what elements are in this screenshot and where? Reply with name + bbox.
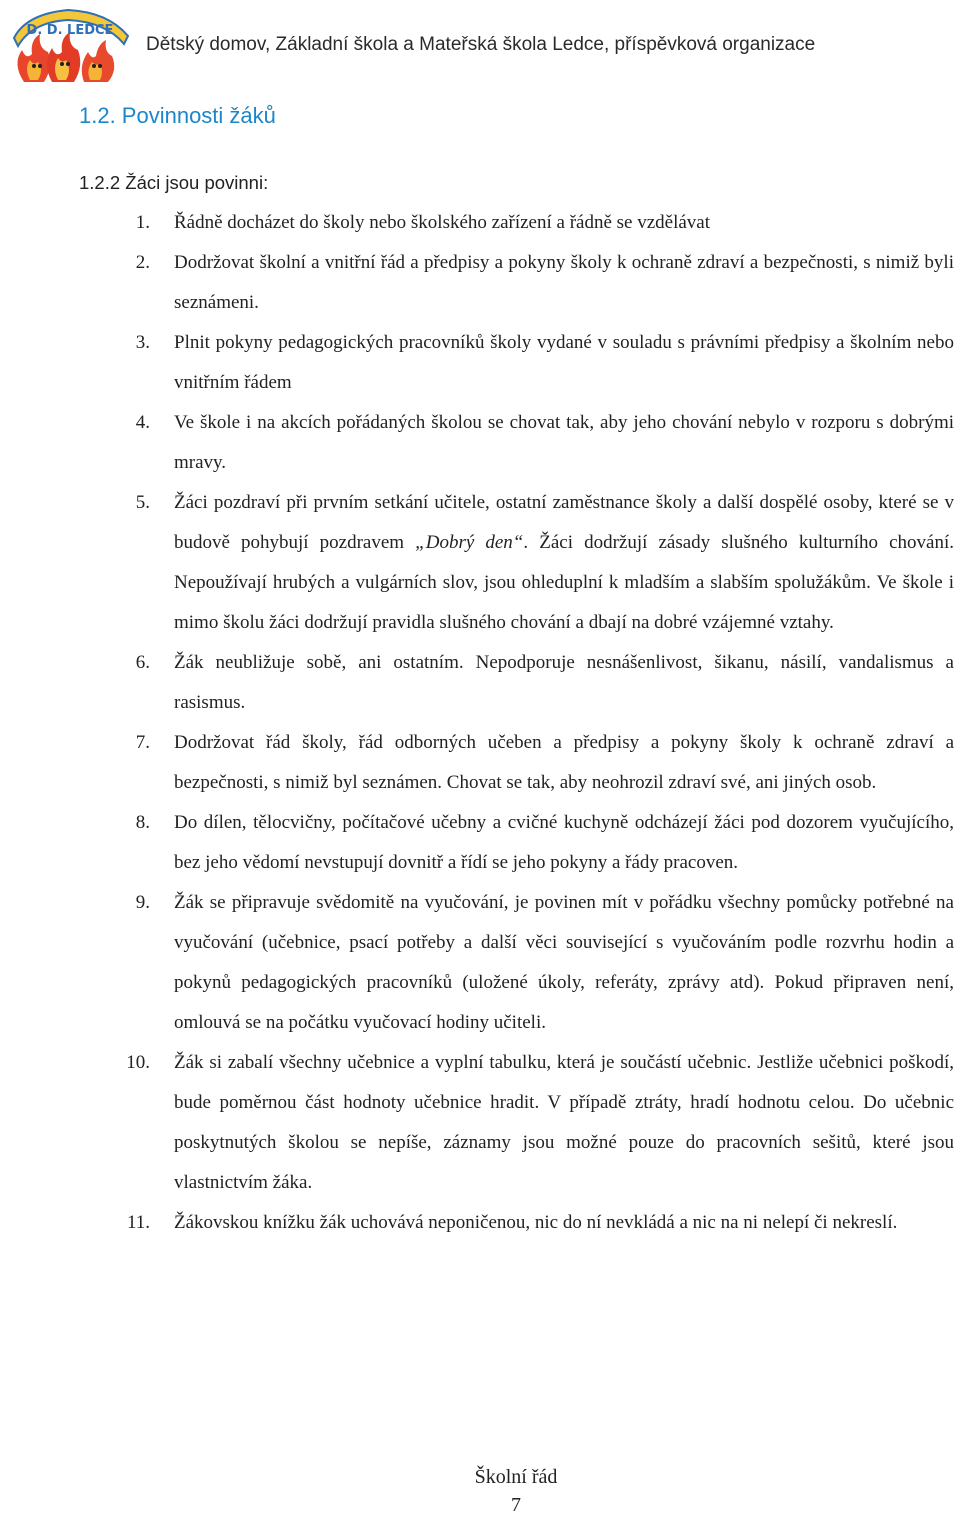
duties-list [126, 203, 954, 1243]
item-number: 7. [135, 732, 150, 753]
list-item [135, 243, 954, 323]
list-item [135, 643, 954, 723]
logo-text: D. D. LEDCE [26, 23, 114, 38]
list-item [135, 203, 954, 243]
list-item [135, 723, 954, 803]
item-number: 8. [135, 812, 150, 833]
item-text: Do dílen, tělocvičny, počítačové učebny a cvičné kuchyně odcházejí žáci pod dozorem vyučujícího, bez jeho vědomí nevstupují dovnitř a řídí se jeho pokyny a řády pracoven. [174, 812, 954, 873]
item-number: 3. [135, 332, 150, 353]
list-item [135, 403, 954, 483]
item-text: Žák si zabalí všechny učebnice a vyplní tabulku, která je součástí učebnic. Jestliže učebnici poškodí, bude poměrnou část hodnoty učebnice hradit. V případě ztráty, hradí hodnotu celou. Do učebnic poskytnutých školou se nepíše, záznamy jsou možné pouze do pracovních sešitů, které jsou vlastnictvím žáka. [174, 1052, 954, 1193]
item-number: 6. [135, 652, 150, 673]
list-item [126, 1043, 954, 1203]
flame-mascots-icon [8, 4, 132, 86]
item-text: Dodržovat školní a vnitřní řád a předpisy a pokyny školy k ochraně zdraví a bezpečnosti, s nimiž byli seznámeni. [174, 252, 954, 313]
item-text: Ve škole i na akcích pořádaných školou se chovat tak, aby jeho chování nebylo v rozporu s dobrými mravy. [174, 412, 954, 473]
greeting-quote: „Dobrý den“ [415, 532, 524, 553]
item-number: 9. [135, 892, 150, 913]
item-number: 1. [135, 212, 150, 233]
item-text-part: . Žáci dodržují zásady slušného kulturního chování. Nepoužívají hrubých a vulgárních slov, jsou ohleduplní k mladším a slabším spolužákům. Ve škole i mimo školu žáci dodržují pravidla slušného chování a dbají na dobré vzájemné vztahy. [174, 532, 954, 633]
item-number: 2. [135, 252, 150, 273]
item-text: Plnit pokyny pedagogických pracovníků školy vydané v souladu s právními předpisy a školním nebo vnitřním řádem [174, 332, 954, 393]
item-number: 10. [126, 1052, 150, 1073]
organization-name: Dětský domov, Základní škola a Mateřská škola Ledce, příspěvková organizace [146, 34, 816, 55]
list-item [135, 483, 954, 643]
list-item [135, 803, 954, 883]
section-title: 1.2. Povinnosti žáků [79, 103, 276, 128]
footer-title: Školní řád [474, 1466, 558, 1488]
school-logo [8, 4, 132, 86]
item-text: Dodržovat řád školy, řád odborných učeben a předpisy a pokyny školy k ochraně zdraví a bezpečnosti, s nimiž byl seznámen. Chovat se tak, aby neohrozil zdraví své, ani jiných osob. [174, 732, 954, 793]
item-number: 5. [135, 492, 150, 513]
item-text: Řádně docházet do školy nebo školského zařízení a řádně se vzdělávat [174, 212, 711, 233]
item-number: 11. [126, 1212, 150, 1233]
list-item [135, 323, 954, 403]
subsection-title: 1.2.2 Žáci jsou povinni: [79, 172, 269, 193]
item-text [174, 483, 954, 643]
item-text: Žák se připravuje svědomitě na vyučování, je povinen mít v pořádku všechny pomůcky potřebné na vyučování (učebnice, psací potřeby a další věci související s vyučováním podle rozvrhu hodin a pokynů pedagogických pracovníků (uložené úkoly, referáty, zprávy atd). Pokud připraven není, omlouvá se na počátku vyučovací hodiny učiteli. [174, 892, 954, 1033]
item-number: 4. [135, 412, 150, 433]
item-text-part: Žáci pozdraví při prvním setkání učitele, ostatní zaměstnance školy a další dospělé osoby, které se v budově pohybují pozdravem [174, 492, 954, 553]
list-item [126, 1203, 954, 1243]
item-text: Žákovskou knížku žák uchovává neponičenou, nic do ní nevkládá a nic na ni nelepí či nekreslí. [174, 1212, 898, 1233]
item-text: Žák neubližuje sobě, ani ostatním. Nepodporuje nesnášenlivost, šikanu, násilí, vandalismus a rasismus. [174, 652, 954, 713]
list-item [135, 883, 954, 1043]
page-number: 7 [511, 1494, 521, 1516]
